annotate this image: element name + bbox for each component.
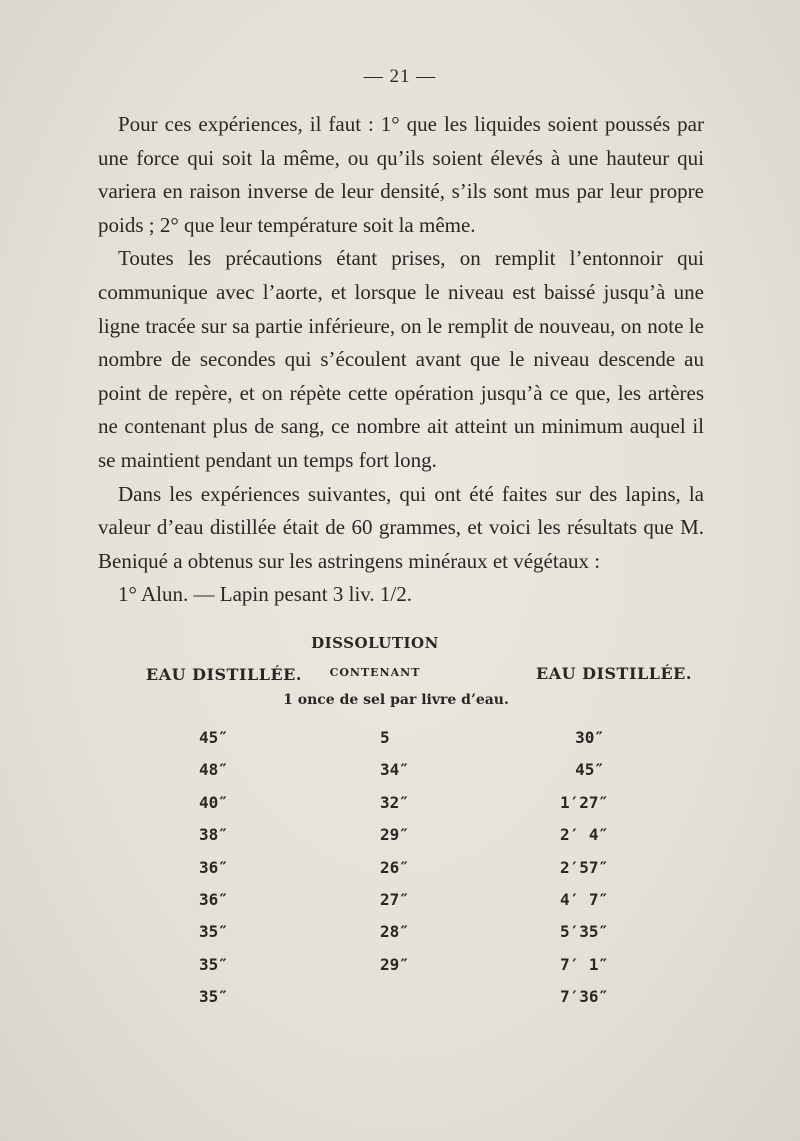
table-column-dissolution bbox=[380, 722, 409, 981]
table-cell: 4′ 7″ bbox=[560, 889, 609, 909]
table-cell: 32″ bbox=[380, 792, 409, 812]
paragraph-1: Pour ces expériences, il faut : 1° que les liquides soient poussés par une force qui soit la même, ou qu’ils soient élevés à une hauteur qui variera en raison inverse de leur densité, s’ils sont mus par leur propre poids ; 2° que leur température soit la même. bbox=[98, 112, 704, 237]
table-header-middle-subtitle: CONTENANT bbox=[329, 666, 421, 679]
table-cell: 40″ bbox=[199, 792, 228, 812]
paragraph-3: Dans les expériences suivantes, qui ont été faites sur des lapins, la valeur d’eau distillée était de 60 grammes, et voici les résultats que M. Beniqué a obtenus sur les astringens minéraux et végétaux : bbox=[98, 481, 704, 573]
table-cell: 7′36″ bbox=[560, 987, 609, 1007]
table-cell: 35″ bbox=[199, 954, 228, 974]
table-column-eau-distillee-2 bbox=[560, 722, 609, 1014]
table-header-left: EAU DISTILLÉE. bbox=[146, 665, 302, 684]
table-cell: 29″ bbox=[380, 954, 409, 974]
body-text bbox=[98, 108, 704, 612]
table-cell: 36″ bbox=[199, 857, 228, 877]
table-cell: 2′ 4″ bbox=[560, 825, 609, 845]
table-cell: 7′ 1″ bbox=[560, 954, 609, 974]
table-cell: 5 bbox=[380, 728, 390, 747]
table-cell: 35″ bbox=[199, 922, 228, 942]
table-cell: 34″ bbox=[380, 760, 409, 780]
table-cell: 28″ bbox=[380, 922, 409, 942]
table-cell: 27″ bbox=[380, 889, 409, 909]
table-cell: 35″ bbox=[199, 987, 228, 1007]
table-header-middle-title: DISSOLUTION bbox=[311, 634, 439, 652]
table-header-middle-note: 1 once de sel par livre d’eau. bbox=[283, 692, 509, 708]
table-header-right: EAU DISTILLÉE. bbox=[536, 664, 692, 683]
table-cell: 29″ bbox=[380, 825, 409, 845]
table-cell: 45″ bbox=[199, 728, 228, 747]
table-cell: 1′27″ bbox=[560, 792, 609, 812]
table-cell: 5′35″ bbox=[560, 922, 609, 942]
table-cell: 38″ bbox=[199, 825, 228, 845]
table-column-eau-distillee-1 bbox=[199, 722, 228, 1014]
paragraph-4: 1° Alun. — Lapin pesant 3 liv. 1/2. bbox=[118, 582, 413, 607]
table-cell: 26″ bbox=[380, 857, 409, 877]
table-cell: 2′57″ bbox=[560, 857, 609, 877]
table-cell: 48″ bbox=[199, 760, 228, 780]
table-cell: 45″ bbox=[575, 760, 604, 780]
paragraph-2: Toutes les précautions étant prises, on remplit l’entonnoir qui communique avec l’aorte, et lorsque le niveau est baissé jusqu’à une ligne tracée sur sa partie inférieure, on le remplit de nouveau, on note le nombre de secondes qui s’écoulent avant que le niveau descende au point de repère, et on répète cette opération jusqu’à ce que, les artères ne contenant plus de sang, ce nombre ait atteint un minimum auquel il se maintient pendant un temps fort long. bbox=[98, 246, 704, 472]
page-number: — 21 — bbox=[363, 66, 437, 87]
table-cell: 30″ bbox=[575, 728, 604, 747]
table-cell: 36″ bbox=[199, 889, 228, 909]
